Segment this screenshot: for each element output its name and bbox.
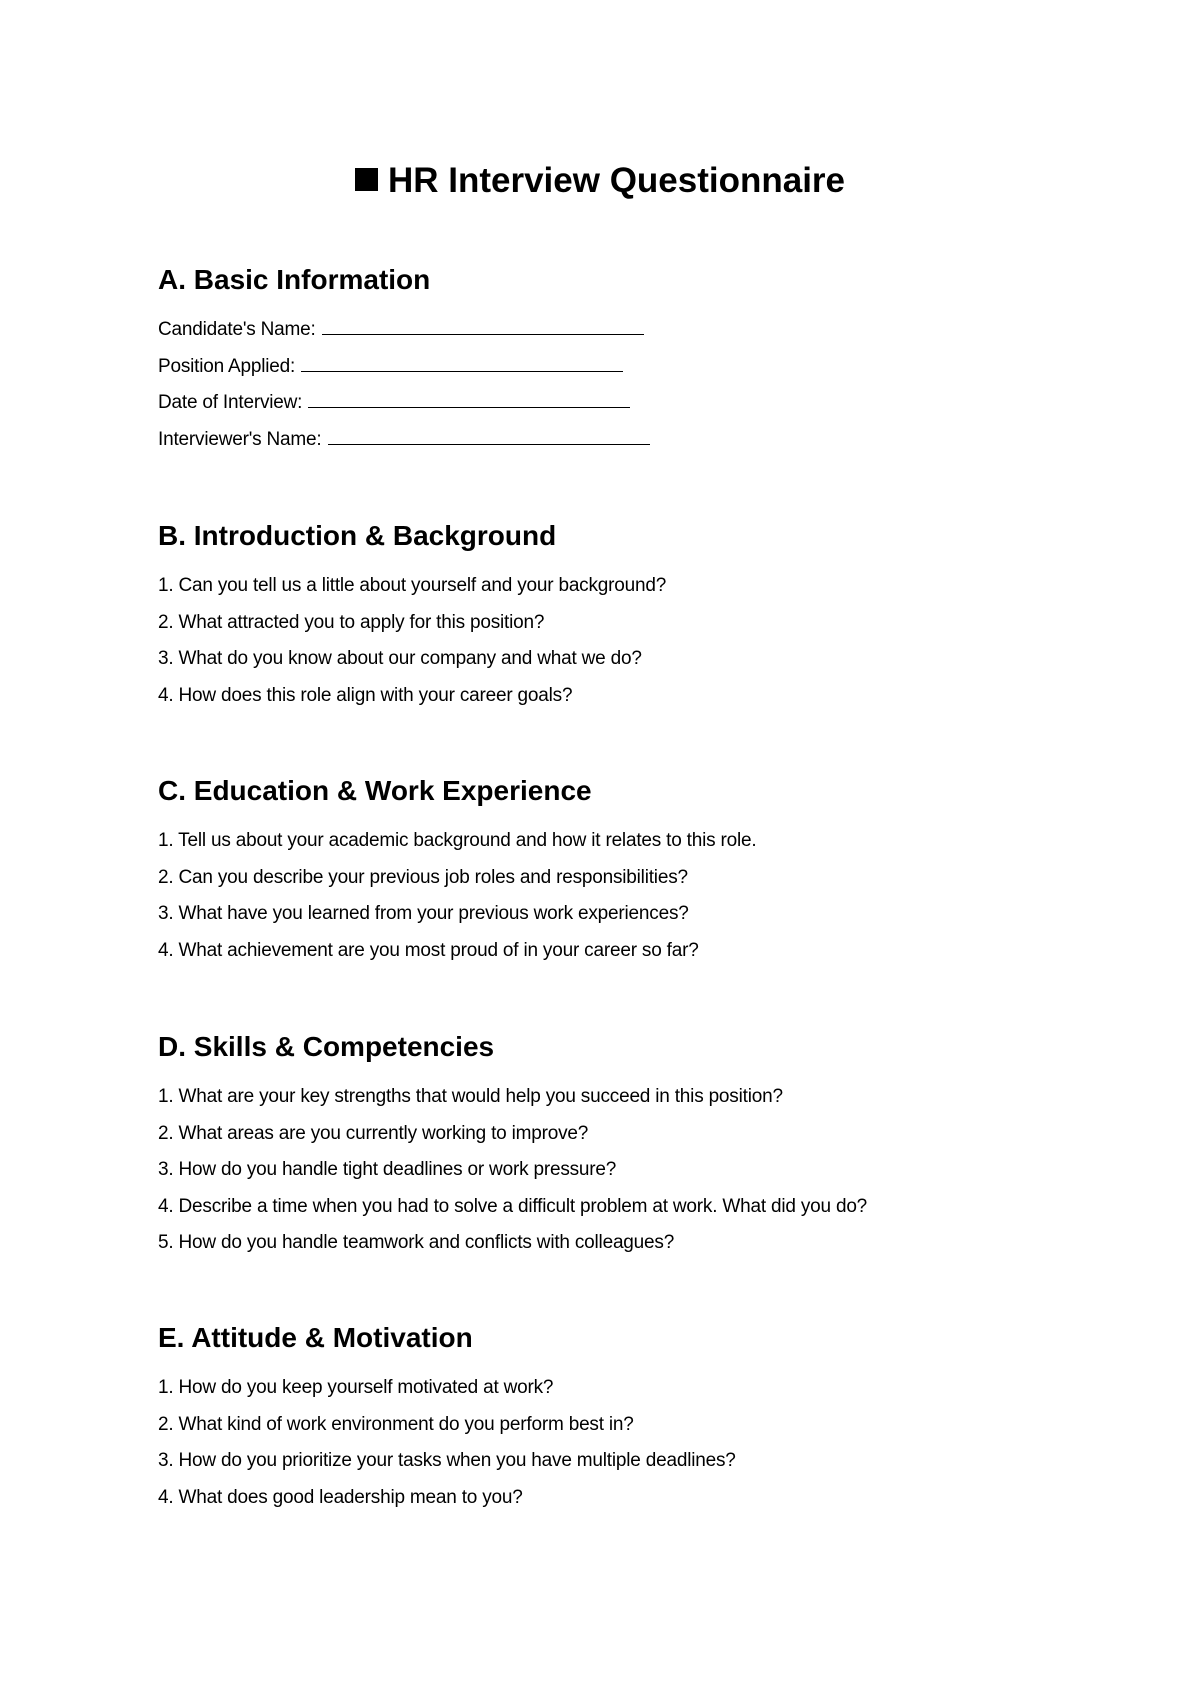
interviewer-name-blank <box>328 428 650 445</box>
question-item: 1. Tell us about your academic background and how it relates to this role. <box>158 830 757 851</box>
position-applied-field <box>158 349 1158 386</box>
question-item: 3. What have you learned from your previous work experiences? <box>158 903 689 925</box>
question-item: 3. What do you know about our company and what we do? <box>158 648 642 670</box>
question-item: 5. How do you handle teamwork and conflicts with colleagues? <box>158 1232 675 1254</box>
section-heading: C. Education & Work Experience <box>158 775 592 806</box>
question-item: 4. What does good leadership mean to you? <box>158 1486 523 1508</box>
section-basic-information <box>158 262 1158 458</box>
question-item: 4. How does this role align with your career goals? <box>158 684 573 706</box>
section-heading: E. Attitude & Motivation <box>158 1322 473 1353</box>
question-item: 1. Can you tell us a little about yourself and your background? <box>158 575 667 596</box>
field-label: Interviewer's Name: <box>158 428 322 450</box>
candidate-name-field <box>158 312 1158 349</box>
position-applied-blank <box>301 355 623 372</box>
section-introduction-background <box>158 518 1158 714</box>
page-title-text: HR Interview Questionnaire <box>387 161 846 200</box>
section-heading: A. Basic Information <box>158 264 431 295</box>
candidate-name-blank <box>322 318 644 335</box>
section-heading: D. Skills & Competencies <box>158 1031 495 1062</box>
field-label: Candidate's Name: <box>158 319 316 340</box>
question-item: 2. What areas are you currently working to improve? <box>158 1122 589 1144</box>
question-item: 1. What are your key strengths that would help you succeed in this position? <box>158 1086 783 1107</box>
question-item: 2. What attracted you to apply for this position? <box>158 611 545 633</box>
page-title <box>0 160 1200 202</box>
field-label: Position Applied: <box>158 355 296 377</box>
field-label: Date of Interview: <box>158 392 303 414</box>
section-education-work-experience <box>158 773 1158 969</box>
square-bullet-icon <box>355 168 378 191</box>
interview-date-field <box>158 385 1158 422</box>
interviewer-name-field <box>158 422 1158 459</box>
question-item: 2. Can you describe your previous job roles and responsibilities? <box>158 866 688 888</box>
question-item: 3. How do you prioritize your tasks when you have multiple deadlines? <box>158 1450 736 1472</box>
section-attitude-motivation <box>158 1320 1158 1516</box>
question-item: 4. What achievement are you most proud of in your career so far? <box>158 939 699 961</box>
interview-date-blank <box>308 391 630 408</box>
question-item: 2. What kind of work environment do you perform best in? <box>158 1413 634 1435</box>
question-item: 1. How do you keep yourself motivated at work? <box>158 1377 554 1398</box>
section-skills-competencies <box>158 1029 1158 1262</box>
question-item: 3. How do you handle tight deadlines or work pressure? <box>158 1159 617 1181</box>
section-heading: B. Introduction & Background <box>158 520 557 551</box>
question-item: 4. Describe a time when you had to solve a difficult problem at work. What did you do? <box>158 1195 868 1217</box>
